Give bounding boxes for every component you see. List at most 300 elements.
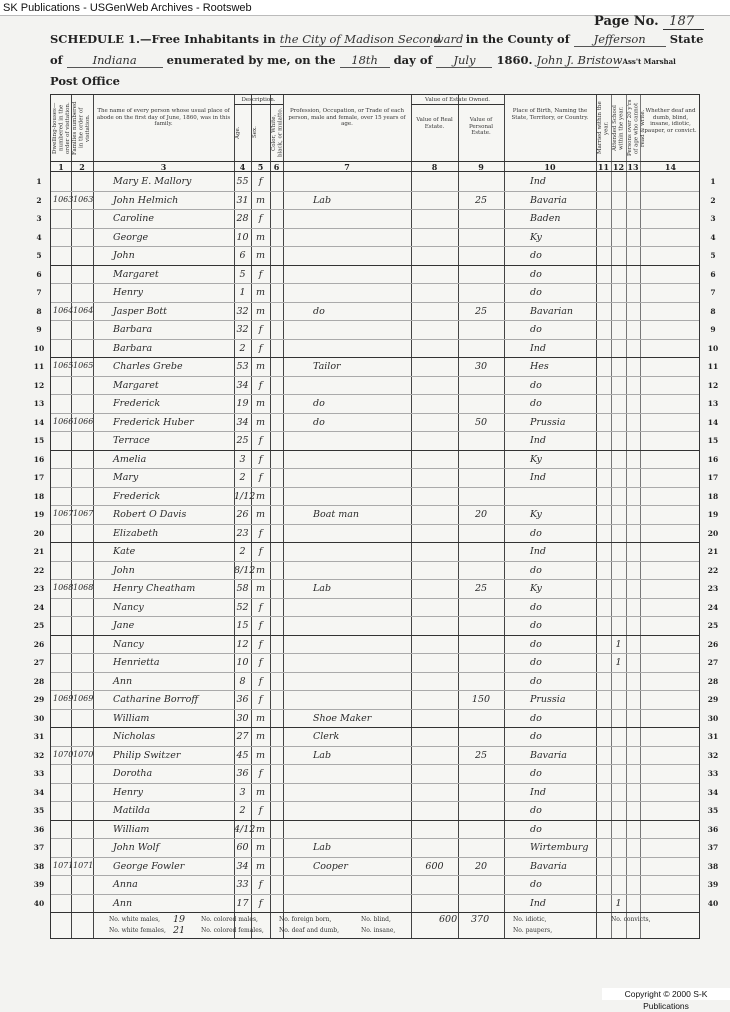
- day-field: 18th: [340, 53, 390, 68]
- sex-value: m: [255, 361, 265, 372]
- row-number-right: 20: [707, 528, 719, 538]
- schedule-title: SCHEDULE 1.—Free Inhabitants in: [50, 32, 276, 46]
- person-name: William: [113, 823, 150, 835]
- sex-value: m: [255, 305, 265, 317]
- row-divider: [51, 320, 699, 321]
- age-value: 10: [236, 231, 249, 243]
- person-name: John: [113, 564, 135, 576]
- person-name: Frederick Huber: [113, 416, 194, 428]
- row-divider: [51, 653, 699, 654]
- dwelling-number: 1071: [53, 860, 74, 870]
- family-number: 1066: [73, 416, 94, 426]
- row-number-right: 7: [710, 288, 716, 297]
- dwelling-number: 1068: [53, 583, 74, 592]
- row-divider: [51, 746, 699, 747]
- footer-foreign-born: No. foreign born,: [279, 916, 332, 923]
- row-divider: [51, 616, 699, 617]
- year-label: 1860.: [496, 53, 533, 67]
- person-name: Ann: [113, 675, 133, 687]
- column-header-14: Whether deaf and dumb, blind, insane, idiotic, pauper, or convict.: [644, 108, 697, 134]
- row-number-right: 35: [707, 806, 719, 815]
- birthplace-value: Bavaria: [530, 860, 567, 872]
- column-number-9: 9: [478, 162, 484, 172]
- birthplace-value: do: [530, 564, 542, 576]
- person-name: Barbara: [113, 324, 153, 335]
- dwelling-number: 1069: [53, 694, 74, 703]
- person-name: William: [113, 712, 150, 724]
- footer-colored-females: No. colored females,: [201, 927, 264, 934]
- row-number-left: 26: [33, 639, 45, 649]
- estate-group-divider: [411, 104, 504, 105]
- column-number-1: 1: [58, 162, 64, 172]
- footer-divider: [51, 912, 699, 913]
- age-value: 5: [239, 268, 246, 280]
- person-name: Robert O Davis: [113, 509, 187, 520]
- age-value: 2: [239, 472, 246, 483]
- row-divider: [51, 265, 699, 266]
- column-header-5: Sex.: [252, 126, 258, 139]
- row-divider: [51, 228, 699, 229]
- row-number-left: 31: [33, 732, 45, 741]
- birthplace-value: do: [530, 324, 542, 335]
- sex-value: m: [255, 398, 265, 409]
- person-name: Jasper Bott: [113, 305, 167, 317]
- row-number-left: 39: [33, 880, 45, 889]
- row-divider: [51, 764, 699, 765]
- column-number-3: 3: [160, 162, 167, 172]
- person-name: Frederick: [113, 490, 161, 502]
- row-number-left: 1: [36, 177, 42, 186]
- birthplace-value: Ky: [530, 453, 542, 465]
- row-number-left: 11: [33, 362, 45, 371]
- person-name: Mary: [113, 472, 139, 483]
- ward-field: ward: [433, 32, 464, 46]
- birthplace-value: do: [530, 527, 542, 539]
- person-name: George: [113, 231, 149, 243]
- marshal-title: Ass't Marshal: [622, 57, 676, 66]
- footer-convicts: No. convicts,: [611, 916, 651, 923]
- sex-value: f: [258, 453, 263, 465]
- occupation-value: Lab: [313, 583, 332, 594]
- occupation-value: Tailor: [313, 361, 341, 372]
- row-divider: [51, 394, 699, 395]
- column-number-11: 11: [597, 162, 610, 172]
- row-number-right: 16: [707, 454, 719, 464]
- person-name: Terrace: [113, 435, 150, 446]
- row-divider: [51, 413, 699, 414]
- person-name: Anna: [113, 879, 138, 890]
- birthplace-value: do: [530, 823, 542, 835]
- row-number-left: 22: [33, 565, 45, 575]
- site-title-bar: SK Publications - USGenWeb Archives - Rootsweb: [0, 0, 730, 16]
- row-number-left: 40: [33, 898, 45, 908]
- age-value: 45: [236, 749, 249, 761]
- sex-value: f: [258, 694, 263, 705]
- row-number-left: 29: [33, 695, 45, 704]
- personal-estate-value: 25: [474, 749, 488, 761]
- footer-insane: No. insane,: [361, 927, 396, 934]
- family-number: 1065: [73, 361, 94, 370]
- column-header-2: Families numbered in the order of visitation.: [72, 101, 91, 155]
- row-number-right: 28: [707, 676, 719, 686]
- row-number-left: 18: [33, 491, 45, 501]
- sex-value: f: [258, 176, 263, 187]
- age-value: 58: [236, 583, 249, 594]
- column-header-7: Profession, Occupation, or Trade of each person, male and female, over 15 years of age.: [288, 108, 406, 127]
- person-name: Elizabeth: [113, 527, 159, 539]
- row-number-right: 14: [707, 417, 719, 427]
- sex-value: f: [258, 527, 263, 539]
- column-number-13: 13: [627, 162, 639, 172]
- age-value: 1/12: [234, 490, 256, 502]
- person-name: Margaret: [113, 268, 159, 280]
- age-value: 4/12: [234, 823, 256, 835]
- birthplace-value: do: [530, 638, 542, 650]
- dwelling-number: 1066: [53, 416, 74, 426]
- occupation-value: do: [313, 398, 325, 409]
- age-value: 36: [236, 694, 249, 705]
- month-field: July: [436, 53, 492, 68]
- sex-value: m: [255, 250, 265, 261]
- row-number-left: 6: [36, 269, 42, 279]
- sex-value: f: [258, 601, 263, 613]
- sex-value: f: [258, 879, 263, 890]
- column-header-13: Persons over 20 y'rs of age who cannot read & write.: [627, 99, 646, 157]
- birthplace-value: do: [530, 620, 542, 631]
- age-value: 52: [236, 601, 249, 613]
- sex-value: f: [258, 342, 263, 354]
- description-group-divider: [234, 104, 283, 105]
- sex-value: m: [255, 731, 265, 742]
- description-group-head: Description.: [241, 97, 276, 103]
- row-divider: [51, 431, 699, 432]
- occupation-value: Boat man: [313, 509, 359, 520]
- row-number-left: 35: [33, 806, 45, 815]
- row-number-left: 8: [36, 306, 42, 316]
- sex-value: f: [258, 897, 263, 909]
- sex-value: f: [258, 546, 263, 557]
- person-name: Caroline: [113, 213, 155, 224]
- footer-paupers: No. paupers,: [513, 927, 553, 934]
- row-number-left: 14: [33, 417, 45, 427]
- row-number-left: 33: [33, 769, 45, 778]
- sex-value: m: [255, 860, 265, 872]
- family-number: 1069: [73, 694, 94, 703]
- person-name: Dorotha: [113, 768, 153, 779]
- row-number-right: 22: [707, 565, 719, 575]
- person-name: George Fowler: [113, 860, 185, 872]
- column-header-10: Place of Birth, Naming the State, Territory, or Country.: [511, 108, 589, 121]
- age-value: 55: [236, 176, 249, 187]
- age-value: 2: [239, 342, 246, 354]
- personal-estate-value: 50: [474, 416, 488, 428]
- person-name: Frederick: [113, 398, 161, 409]
- row-number-left: 20: [33, 528, 45, 538]
- row-number-left: 36: [33, 824, 45, 834]
- row-number-left: 34: [33, 787, 45, 797]
- row-number-left: 30: [33, 713, 45, 723]
- school-mark: 1: [615, 657, 622, 668]
- age-value: 10: [236, 657, 249, 668]
- birthplace-value: Ky: [530, 583, 542, 594]
- birthplace-value: do: [530, 398, 542, 409]
- family-number: 1067: [73, 509, 94, 518]
- birthplace-value: Hes: [530, 361, 549, 372]
- age-value: 23: [236, 527, 249, 539]
- column-number-14: 14: [664, 162, 677, 172]
- row-number-left: 28: [33, 676, 45, 686]
- family-number: 1070: [73, 749, 94, 759]
- row-number-right: 12: [707, 380, 719, 390]
- age-value: 8/12: [234, 564, 256, 576]
- school-mark: 1: [615, 897, 622, 909]
- column-divider: [270, 95, 271, 938]
- sex-value: m: [255, 194, 265, 206]
- footer-deaf-dumb: No. deaf and dumb,: [279, 927, 339, 934]
- row-number-right: 6: [710, 269, 716, 279]
- row-number-left: 17: [33, 473, 45, 482]
- row-divider: [51, 875, 699, 876]
- person-name: Ann: [113, 897, 133, 909]
- post-office-line: [50, 74, 120, 88]
- dwelling-number: 1064: [53, 305, 74, 315]
- row-divider: [51, 246, 699, 247]
- birthplace-value: Bavarian: [530, 305, 574, 317]
- place-field: the City of Madison Second: [279, 32, 441, 46]
- personal-estate-value: 25: [474, 305, 488, 317]
- row-number-right: 39: [707, 880, 719, 889]
- age-value: 32: [236, 324, 249, 335]
- person-name: John Helmich: [113, 194, 179, 206]
- age-value: 34: [236, 860, 249, 872]
- age-value: 15: [236, 620, 249, 631]
- age-value: 1: [239, 287, 246, 298]
- row-divider: [51, 542, 699, 543]
- occupation-value: Lab: [313, 842, 332, 853]
- age-value: 2: [239, 805, 246, 816]
- personal-estate-value: 150: [471, 694, 491, 705]
- row-divider: [51, 302, 699, 303]
- column-header-11: Married within the year.: [597, 101, 610, 155]
- sex-value: f: [258, 657, 263, 668]
- row-number-left: 13: [33, 399, 45, 408]
- column-header-8: Value of Real Estate.: [416, 117, 453, 130]
- column-header-1: Dwelling-houses—numbered in the order of visitation.: [52, 102, 71, 154]
- sex-value: m: [255, 490, 265, 502]
- row-number-right: 19: [707, 510, 719, 519]
- column-header-9: Value of Personal Estate.: [468, 117, 494, 136]
- occupation-value: Lab: [313, 194, 332, 206]
- row-divider: [51, 283, 699, 284]
- birthplace-value: Wirtemburg: [530, 842, 589, 853]
- row-number-right: 37: [707, 843, 719, 852]
- birthplace-value: Ind: [530, 435, 546, 446]
- row-number-right: 26: [707, 639, 719, 649]
- age-value: 28: [236, 213, 249, 224]
- personal-estate-value: 25: [474, 194, 488, 206]
- row-number-left: 21: [33, 547, 45, 556]
- person-name: Philip Switzer: [113, 749, 181, 761]
- row-number-right: 30: [707, 713, 719, 723]
- family-number: 1063: [73, 194, 94, 204]
- state-label: State: [669, 32, 704, 46]
- estate-group-head: Value of Estate Owned.: [425, 97, 490, 103]
- occupation-value: Lab: [313, 749, 332, 761]
- birthplace-value: Ky: [530, 509, 542, 520]
- row-number-left: 37: [33, 843, 45, 852]
- birthplace-value: do: [530, 805, 542, 816]
- age-value: 53: [236, 361, 249, 372]
- copyright-notice: Copyright © 2000 S-K Publications: [602, 988, 730, 1000]
- age-value: 36: [236, 768, 249, 779]
- page-number-label: Page No.: [594, 14, 659, 29]
- row-number-right: 21: [707, 547, 719, 556]
- occupation-value: Clerk: [313, 731, 340, 742]
- sex-value: f: [258, 675, 263, 687]
- column-divider: [596, 95, 597, 938]
- row-number-right: 9: [710, 325, 716, 334]
- person-name: Henry: [113, 287, 143, 298]
- person-name: John Wolf: [113, 842, 160, 853]
- row-number-right: 33: [707, 769, 719, 778]
- occupation-value: Cooper: [313, 860, 348, 872]
- footer-idiotic: No. idiotic,: [513, 916, 547, 923]
- of-label: of: [50, 53, 63, 67]
- birthplace-value: do: [530, 731, 542, 742]
- age-value: 25: [236, 435, 249, 446]
- sex-value: m: [255, 231, 265, 243]
- sex-value: f: [258, 620, 263, 631]
- age-value: 6: [239, 250, 246, 261]
- row-divider: [51, 209, 699, 210]
- personal-estate-value: 20: [474, 509, 488, 520]
- age-value: 33: [236, 879, 249, 890]
- footer-pers-total: 370: [471, 914, 490, 925]
- row-number-left: 38: [33, 861, 45, 871]
- birthplace-value: Bavaria: [530, 194, 567, 206]
- person-name: Mary E. Mallory: [113, 176, 192, 187]
- row-divider: [51, 820, 699, 821]
- row-divider: [51, 487, 699, 488]
- person-name: Henry: [113, 786, 143, 798]
- age-value: 30: [236, 712, 249, 724]
- person-name: Amelia: [113, 453, 147, 465]
- sex-value: m: [255, 509, 265, 520]
- column-divider: [504, 95, 505, 938]
- column-number-12: 12: [612, 162, 625, 172]
- sex-value: m: [255, 712, 265, 724]
- row-divider: [51, 524, 699, 525]
- row-divider: [51, 357, 699, 358]
- person-name: Nancy: [113, 638, 144, 650]
- birthplace-value: do: [530, 768, 542, 779]
- row-number-left: 3: [36, 214, 42, 223]
- row-divider: [51, 727, 699, 728]
- sex-value: m: [255, 786, 265, 798]
- sex-value: f: [258, 379, 263, 391]
- person-name: John: [113, 250, 135, 261]
- sex-value: f: [258, 213, 263, 224]
- row-number-right: 23: [707, 584, 719, 593]
- birthplace-value: do: [530, 657, 542, 668]
- row-number-right: 11: [707, 362, 719, 371]
- row-number-right: 27: [707, 658, 719, 667]
- county-field: Jefferson: [574, 32, 666, 47]
- schedule-header-line-2: [50, 53, 676, 68]
- row-number-right: 32: [707, 750, 719, 760]
- sex-value: f: [258, 324, 263, 335]
- birthplace-value: Ind: [530, 472, 546, 483]
- state-field: Indiana: [67, 53, 163, 68]
- row-number-left: 32: [33, 750, 45, 760]
- age-value: 3: [239, 453, 246, 465]
- age-value: 32: [236, 305, 249, 317]
- row-number-left: 24: [33, 602, 45, 612]
- birthplace-value: do: [530, 675, 542, 687]
- column-header-4: Age.: [235, 126, 241, 139]
- footer-blind: No. blind,: [361, 916, 391, 923]
- row-number-right: 38: [707, 861, 719, 871]
- row-number-right: 13: [707, 399, 719, 408]
- row-number-left: 2: [36, 195, 42, 205]
- row-number-right: 10: [707, 343, 719, 353]
- column-divider: [93, 95, 94, 938]
- family-number: 1071: [73, 860, 94, 870]
- birthplace-value: Ky: [530, 231, 542, 243]
- sex-value: m: [255, 823, 265, 835]
- birthplace-value: Ind: [530, 786, 546, 798]
- birthplace-value: do: [530, 879, 542, 890]
- sex-value: f: [258, 805, 263, 816]
- row-divider: [51, 838, 699, 839]
- birthplace-value: do: [530, 287, 542, 298]
- row-number-left: 27: [33, 658, 45, 667]
- column-number-2: 2: [79, 162, 85, 172]
- age-value: 34: [236, 379, 249, 391]
- sex-value: m: [255, 842, 265, 853]
- personal-estate-value: 20: [474, 860, 488, 872]
- age-value: 3: [239, 786, 246, 798]
- occupation-value: do: [313, 416, 325, 428]
- personal-estate-value: 30: [474, 361, 488, 372]
- column-divider: [611, 95, 612, 938]
- birthplace-value: do: [530, 379, 542, 391]
- row-divider: [51, 598, 699, 599]
- row-divider: [51, 857, 699, 858]
- column-header-12: Attended School within the year.: [612, 105, 625, 151]
- person-name: Margaret: [113, 379, 159, 391]
- sex-value: m: [255, 287, 265, 298]
- row-divider: [51, 635, 699, 636]
- birthplace-value: do: [530, 601, 542, 613]
- person-name: Jane: [113, 620, 135, 631]
- birthplace-value: Baden: [530, 213, 561, 224]
- column-number-4: 4: [239, 162, 246, 172]
- row-divider: [51, 690, 699, 691]
- row-number-right: 4: [710, 232, 716, 242]
- row-number-right: 15: [707, 436, 719, 445]
- birthplace-value: Ind: [530, 546, 546, 557]
- dwelling-number: 1070: [53, 749, 74, 759]
- dwelling-number: 1065: [53, 361, 74, 370]
- person-name: Matilda: [113, 805, 151, 816]
- row-number-right: 2: [710, 195, 716, 205]
- county-label: in the County of: [465, 32, 570, 46]
- column-number-10: 10: [544, 162, 556, 172]
- sex-value: m: [255, 416, 265, 428]
- age-value: 31: [236, 194, 249, 206]
- column-divider: [411, 95, 412, 938]
